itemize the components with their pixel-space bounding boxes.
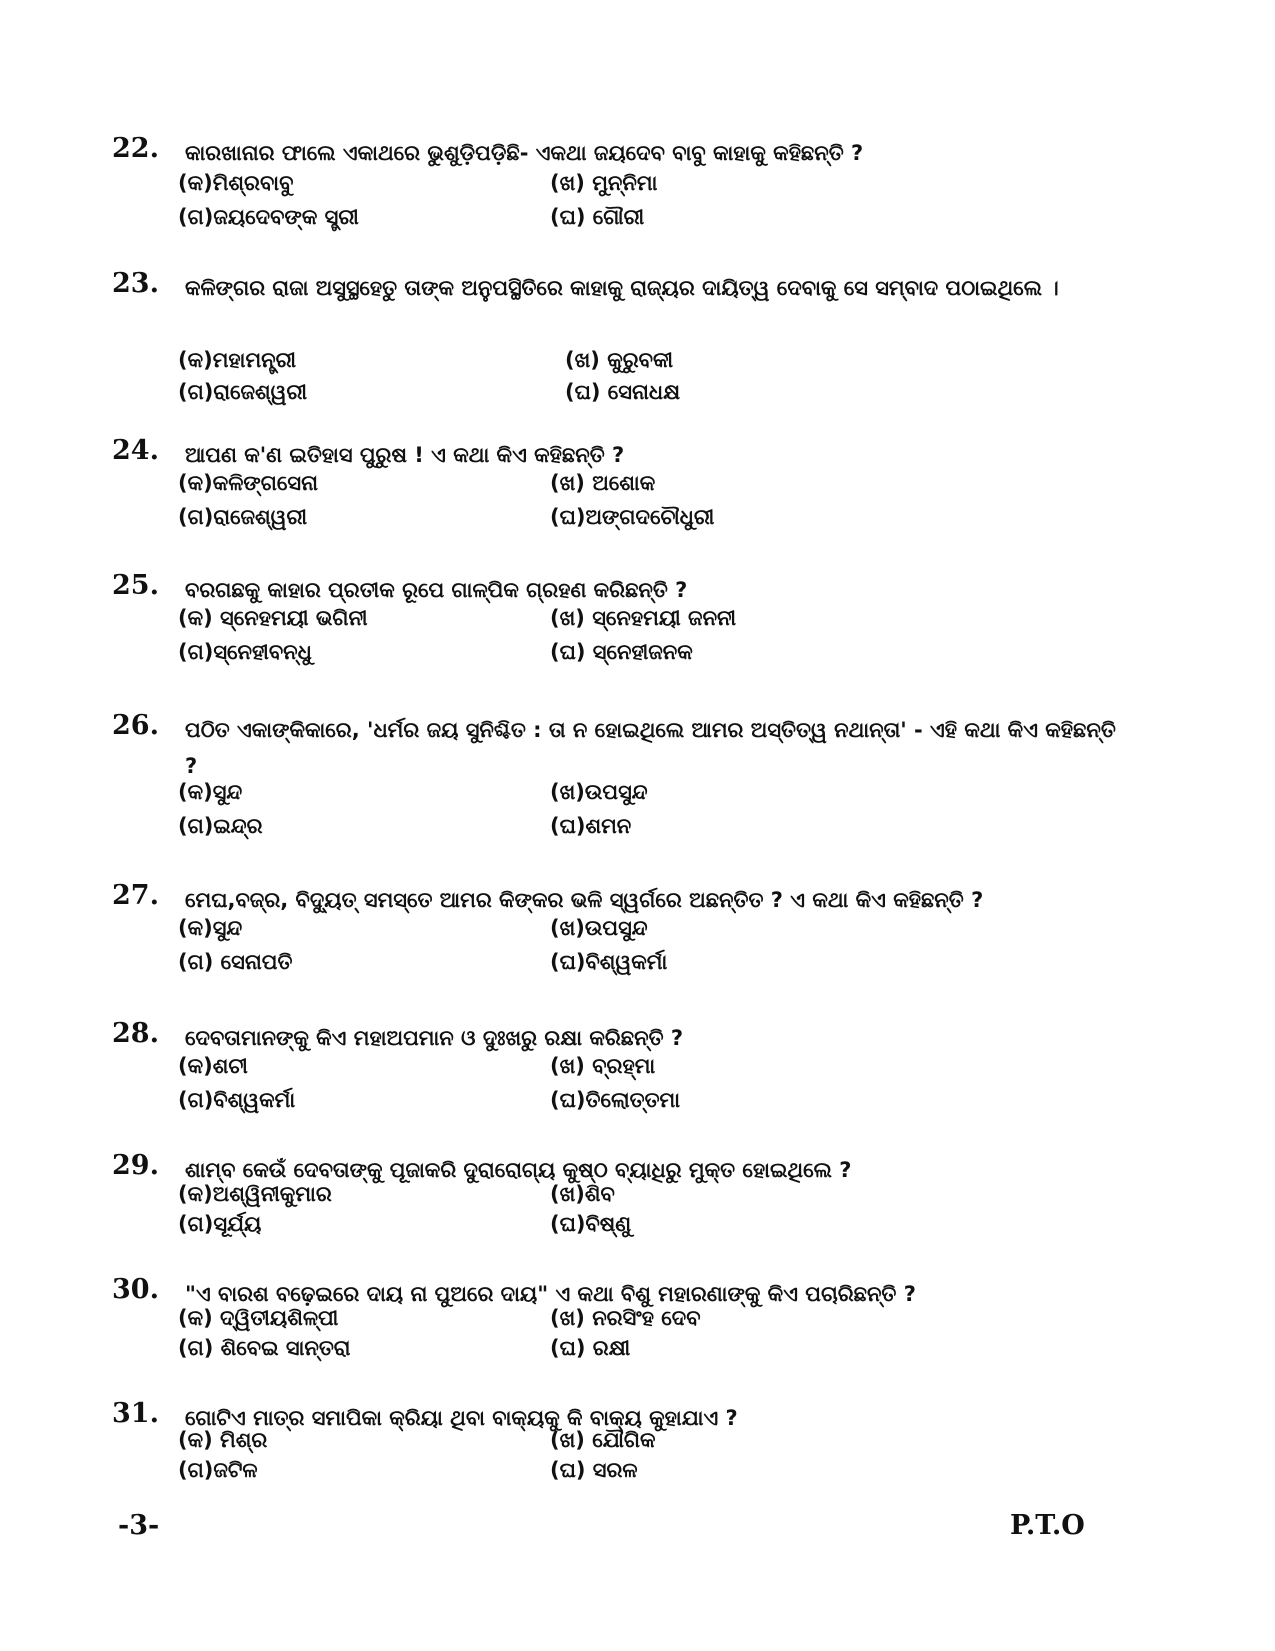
option-c: (ଗ)ରାଜେଶ୍ୱରୀ xyxy=(178,380,308,404)
option-d: (ଘ) ସ୍ନେହୀଜନକ xyxy=(550,640,693,664)
question-number: 27. xyxy=(112,880,159,911)
question-number: 30. xyxy=(112,1274,159,1305)
option-a: (କ)ମହାମନ୍ତ୍ରୀ xyxy=(178,348,297,372)
option-a: (କ) ମିଶ୍ର xyxy=(178,1428,268,1452)
option-a: (କ)ମିଶ୍ରବାବୁ xyxy=(178,171,294,195)
option-d: (ଘ)ବିଶ୍ୱକର୍ମା xyxy=(550,950,668,974)
option-c: (ଗ)ଇନ୍ଦ୍ର xyxy=(178,814,263,838)
option-c: (ଗ)ଜଟିଳ xyxy=(178,1458,258,1482)
option-b: (ଖ) ନରସିଂହ ଦେବ xyxy=(550,1306,701,1330)
option-b: (ଖ) କୁରୁବକୀ xyxy=(565,348,674,372)
option-c: (ଗ)ଜୟଦେବଙ୍କ ସ୍ତ୍ରୀ xyxy=(178,205,359,229)
question-text: "ଏ ବାରଶ ବଢ଼େଇରେ ଦାୟ ନା ପୁଅରେ ଦାୟ" ଏ କଥା ବିଶୁ ମହାରଣାଙ୍କୁ କିଏ ପଚାରିଛନ୍ତି ? xyxy=(185,1282,916,1306)
question-text: କାରଖାନାର ଫାଲେ ଏକାଥରେ ଭୁଶୁଡ଼ିପଡ଼ିଛି- ଏକଥା ଜୟଦେବ ବାବୁ କାହାକୁ କହିଛନ୍ତି ? xyxy=(185,141,864,165)
option-c: (ଗ)ବିଶ୍ୱକର୍ମା xyxy=(178,1088,296,1112)
option-b: (ଖ) ବ୍ରହ୍ମା xyxy=(550,1054,656,1078)
page-number: -3- xyxy=(118,1510,160,1541)
question-text: ଆପଣ କ'ଣ ଇତିହାସ ପୁରୁଷ ! ଏ କଥା କିଏ କହିଛନ୍ତି ? xyxy=(185,443,625,467)
option-c: (ଗ) ଶିବେଇ ସାନ୍ତରା xyxy=(178,1336,351,1360)
question-number: 31. xyxy=(112,1398,159,1429)
option-b: (ଖ) ମୁନ୍ନିମା xyxy=(550,171,658,195)
option-a: (କ)ଅଶ୍ୱିନୀକୁମାର xyxy=(178,1182,332,1206)
option-a: (କ)ଶଚୀ xyxy=(178,1054,248,1078)
option-d: (ଘ)ଶମନ xyxy=(550,814,632,838)
option-a: (କ) ଦ୍ୱିତୀୟଶିଳ୍ପୀ xyxy=(178,1306,339,1330)
option-a: (କ) ସ୍ନେହମୟୀ ଭଗିନୀ xyxy=(178,606,368,630)
option-d: (ଘ) ସେନାଧକ୍ଷ xyxy=(565,380,681,404)
question-text: କଳିଙ୍ଗର ରାଜା ଅସୁସ୍ଥହେତୁ ତାଙ୍କ ଅନୁପସ୍ଥିତିରେ କାହାକୁ ରାଜ୍ୟର ଦାୟିତ୍ୱ ଦେବାକୁ ସେ ସମ୍ବାଦ ପଠାଇଥିଲେ । xyxy=(185,276,1059,300)
question-text: ପଠିତ ଏକାଙ୍କିକାରେ, 'ଧର୍ମର ଜୟ ସୁନିଶ୍ଚିତ : ତା ନ ହୋଇଥିଲେ ଆମର ଅସ୍ତିତ୍ୱ ନଥାନ୍ତା' - ଏହି କଥା କିଏ କହିଛନ୍ତି ? xyxy=(185,718,1116,778)
option-c: (ଗ) ସେନାପତି xyxy=(178,950,293,974)
question-number: 28. xyxy=(112,1018,159,1049)
option-c: (ଗ)ସ୍ନେହୀବନ୍ଧୁ xyxy=(178,640,312,664)
question-text: ମେଘ,ବଜ୍ର, ବିଦ୍ୟୁତ୍ ସମସ୍ତେ ଆମର କିଙ୍କର ଭଳି ସ୍ୱର୍ଗରେ ଅଛନ୍ତିତ ? ଏ କଥା କିଏ କହିଛନ୍ତି ? xyxy=(185,888,984,912)
option-b: (ଖ) ଅଶୋକ xyxy=(550,471,656,495)
option-b: (ଖ) ସ୍ନେହମୟୀ ଜନନୀ xyxy=(550,606,737,630)
option-d: (ଘ) ରକ୍ଷୀ xyxy=(550,1336,631,1360)
option-b: (ଖ)ଉପସୁନ୍ଦ xyxy=(550,916,648,940)
question-number: 25. xyxy=(112,570,159,601)
question-text: ଗୋଟିଏ ମାତ୍ର ସମାପିକା କ୍ରିୟା ଥିବା ବାକ୍ୟକୁ କି ବାକ୍ୟ କୁହାଯାଏ ? xyxy=(185,1406,738,1430)
option-b: (ଖ) ଯୌଗିକ xyxy=(550,1428,656,1452)
pto-label: P.T.O xyxy=(1010,1510,1085,1541)
question-text: ଶାମ୍ବ କେଉଁ ଦେବତାଙ୍କୁ ପୂଜାକରି ଦୁରାରୋଗ୍ୟ କୁଷ୍ଠ ବ୍ୟାଧିରୁ ମୁକ୍ତ ହୋଇଥିଲେ ? xyxy=(185,1158,852,1182)
option-d: (ଘ)ତିଲୋତ୍ତମା xyxy=(550,1088,681,1112)
option-d: (ଘ)ବିଷ୍ଣୁ xyxy=(550,1212,632,1236)
option-d: (ଘ) ଗୌରୀ xyxy=(550,205,645,229)
question-number: 22. xyxy=(112,133,159,164)
option-a: (କ)ସୁନ୍ଦ xyxy=(178,916,243,940)
option-b: (ଖ)ଉପସୁନ୍ଦ xyxy=(550,780,648,804)
option-a: (କ)କଳିଙ୍ଗସେନା xyxy=(178,471,319,495)
question-text: ଦେବତାମାନଙ୍କୁ କିଏ ମହାଅପମାନ ଓ ଦୁଃଖରୁ ରକ୍ଷା କରିଛନ୍ତି ? xyxy=(185,1026,684,1050)
option-d: (ଘ) ସରଳ xyxy=(550,1458,638,1482)
question-number: 23. xyxy=(112,268,159,299)
question-number: 26. xyxy=(112,710,159,741)
option-b: (ଖ)ଶିବ xyxy=(550,1182,615,1206)
option-d: (ଘ)ଅଙ୍ଗଦଚୌଧୁରୀ xyxy=(550,505,715,529)
option-a: (କ)ସୁନ୍ଦ xyxy=(178,780,243,804)
question-text: ବରଗଛକୁ କାହାର ପ୍ରତୀକ ରୂପେ ଗାଳ୍ପିକ ଗ୍ରହଣ କରିଛନ୍ତି ? xyxy=(185,578,688,602)
question-number: 24. xyxy=(112,435,159,466)
option-c: (ଗ)ରାଜେଶ୍ୱରୀ xyxy=(178,505,308,529)
question-number: 29. xyxy=(112,1150,159,1181)
option-c: (ଗ)ସୂର୍ଯ୍ୟ xyxy=(178,1212,262,1236)
